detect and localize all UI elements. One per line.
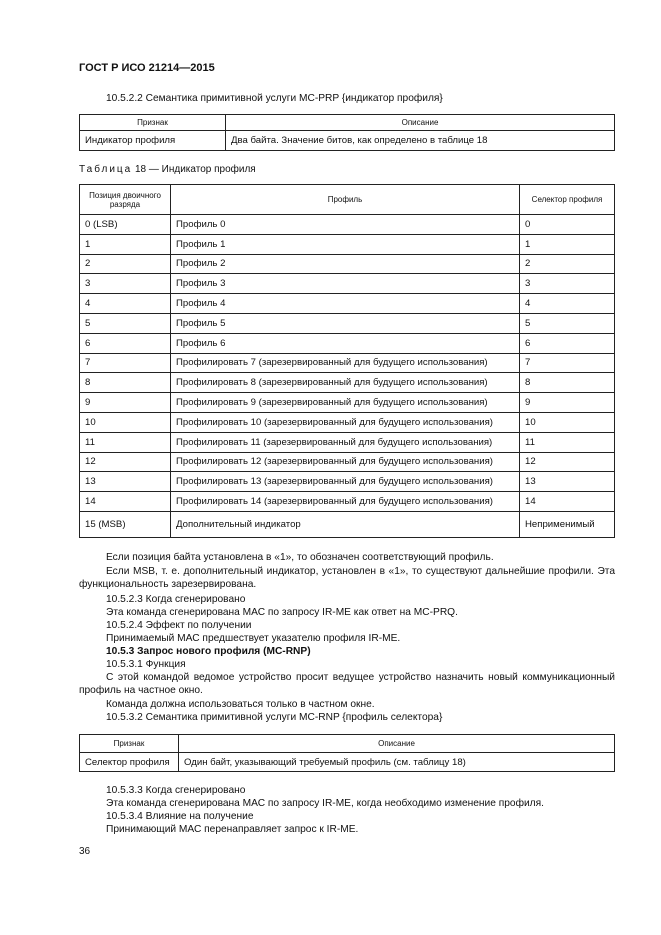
table-cell: 5	[80, 313, 171, 333]
table-cell: 3	[80, 274, 171, 294]
table-18-header: Позиция двоичного разряда	[80, 185, 171, 215]
table-rnp	[79, 734, 615, 772]
table-cell: 13	[80, 472, 171, 492]
table-cell: 1	[80, 234, 171, 254]
table-cell: 15 (MSB)	[80, 511, 171, 537]
table-prp-header: Признак	[80, 115, 226, 131]
table-cell: Профиль 5	[171, 313, 520, 333]
para-10-5-3-3: Эта команда сгенерирована МАС по запросу IR-ME, когда необходимо изменение профиля.	[106, 798, 544, 809]
section-10-5-3-4: 10.5.3.4 Влияние на получение	[106, 811, 254, 822]
table-cell: 2	[520, 254, 615, 274]
table-cell: 1	[520, 234, 615, 254]
table-row	[80, 333, 615, 353]
table-cell: 10	[80, 412, 171, 432]
table-18-caption-rest: 18 — Индикатор профиля	[135, 164, 256, 175]
table-cell: Профиль 6	[171, 333, 520, 353]
table-cell: Профилировать 13 (зарезервированный для будущего использования)	[171, 472, 520, 492]
table-cell: Профиль 2	[171, 254, 520, 274]
table-cell: Два байта. Значение битов, как определено в таблице 18	[226, 131, 615, 151]
table-row	[80, 753, 615, 772]
table-row	[80, 274, 615, 294]
table-row	[80, 234, 615, 254]
table-cell: Профилировать 11 (зарезервированный для будущего использования)	[171, 432, 520, 452]
table-row	[80, 373, 615, 393]
table-18-caption	[79, 164, 256, 175]
table-cell: 11	[520, 432, 615, 452]
para-10-5-2-3: Эта команда сгенерирована МАС по запросу IR-ME как ответ на MC-PRQ.	[106, 607, 458, 618]
para-byte-position: Если позиция байта установлена в «1», то обозначен соответствующий профиль.	[106, 552, 494, 563]
table-cell: Неприменимый	[520, 511, 615, 537]
table-cell: 6	[520, 333, 615, 353]
table-cell: 4	[80, 294, 171, 314]
table-cell: 2	[80, 254, 171, 274]
table-cell: 7	[520, 353, 615, 373]
table-18	[79, 184, 615, 538]
table-cell: Дополнительный индикатор	[171, 511, 520, 537]
table-cell: 0 (LSB)	[80, 215, 171, 235]
table-cell: 3	[520, 274, 615, 294]
table-prp-header: Описание	[226, 115, 615, 131]
table-cell: 10	[520, 412, 615, 432]
table-row	[80, 353, 615, 373]
table-cell: Профиль 1	[171, 234, 520, 254]
table-row	[80, 254, 615, 274]
table-cell: 8	[520, 373, 615, 393]
para-10-5-2-4: Принимаемый МАС предшествует указателю профиля IR-ME.	[106, 633, 401, 644]
section-10-5-3-2: 10.5.3.2 Семантика примитивной услуги MC-RNP {профиль селектора}	[106, 712, 443, 723]
table-row	[80, 294, 615, 314]
section-10-5-2-3: 10.5.2.3 Когда сгенерировано	[106, 594, 246, 605]
table-row	[80, 432, 615, 452]
table-cell: Профиль 0	[171, 215, 520, 235]
table-cell: 9	[520, 393, 615, 413]
document-header: ГОСТ Р ИСО 21214—2015	[79, 62, 215, 74]
table-row	[80, 472, 615, 492]
section-10-5-3-3: 10.5.3.3 Когда сгенерировано	[106, 785, 246, 796]
table-row	[80, 393, 615, 413]
table-row	[80, 215, 615, 235]
para-10-5-3-1-b: Команда должна использоваться только в частном окне.	[106, 699, 375, 710]
table-cell: 7	[80, 353, 171, 373]
table-cell: 6	[80, 333, 171, 353]
section-10-5-2-4: 10.5.2.4 Эффект по получении	[106, 620, 252, 631]
table-cell: Профилировать 12 (зарезервированный для будущего использования)	[171, 452, 520, 472]
table-18-caption-word: Таблица	[79, 164, 133, 175]
table-cell: Профиль 4	[171, 294, 520, 314]
table-row	[80, 412, 615, 432]
table-rnp-header: Признак	[80, 735, 179, 753]
table-cell: 12	[520, 452, 615, 472]
table-cell: Профилировать 7 (зарезервированный для будущего использования)	[171, 353, 520, 373]
table-cell: 14	[520, 492, 615, 512]
table-18-header: Профиль	[171, 185, 520, 215]
section-10-5-2-2: 10.5.2.2 Семантика примитивной услуги МС-PRP {индикатор профиля}	[106, 93, 443, 104]
table-prp	[79, 114, 615, 151]
table-cell: 11	[80, 432, 171, 452]
table-cell: Профилировать 10 (зарезервированный для будущего использования)	[171, 412, 520, 432]
table-cell: 0	[520, 215, 615, 235]
section-10-5-3-1: 10.5.3.1 Функция	[106, 659, 186, 670]
page-number: 36	[79, 846, 91, 857]
para-10-5-3-4: Принимающий МАС перенаправляет запрос к IR-ME.	[106, 824, 359, 835]
table-cell: 4	[520, 294, 615, 314]
table-row	[80, 492, 615, 512]
para-10-5-3-1: С этой командой ведомое устройство просит ведущее устройство назначить новый коммуникационный профиль на частное окно.	[79, 672, 615, 696]
table-cell: 5	[520, 313, 615, 333]
table-cell: Профилировать 8 (зарезервированный для будущего использования)	[171, 373, 520, 393]
para-msb: Если MSB, т. е. дополнительный индикатор, установлен в «1», то существуют дальнейшие профили. Эта функциональность зарезервирована.	[79, 566, 615, 590]
table-cell: 12	[80, 452, 171, 472]
table-cell: 13	[520, 472, 615, 492]
table-cell: Селектор профиля	[80, 753, 179, 772]
table-cell: Один байт, указывающий требуемый профиль (см. таблицу 18)	[179, 753, 615, 772]
table-cell: 14	[80, 492, 171, 512]
table-row	[80, 131, 615, 151]
table-cell: Профилировать 9 (зарезервированный для будущего использования)	[171, 393, 520, 413]
table-cell: 8	[80, 373, 171, 393]
table-cell: Профиль 3	[171, 274, 520, 294]
table-row	[80, 511, 615, 537]
table-cell: Профилировать 14 (зарезервированный для будущего использования)	[171, 492, 520, 512]
section-10-5-3: 10.5.3 Запрос нового профиля (MC-RNP)	[106, 646, 311, 657]
table-cell: 9	[80, 393, 171, 413]
table-row	[80, 313, 615, 333]
table-rnp-header: Описание	[179, 735, 615, 753]
table-18-header: Селектор профиля	[520, 185, 615, 215]
table-cell: Индикатор профиля	[80, 131, 226, 151]
table-row	[80, 452, 615, 472]
